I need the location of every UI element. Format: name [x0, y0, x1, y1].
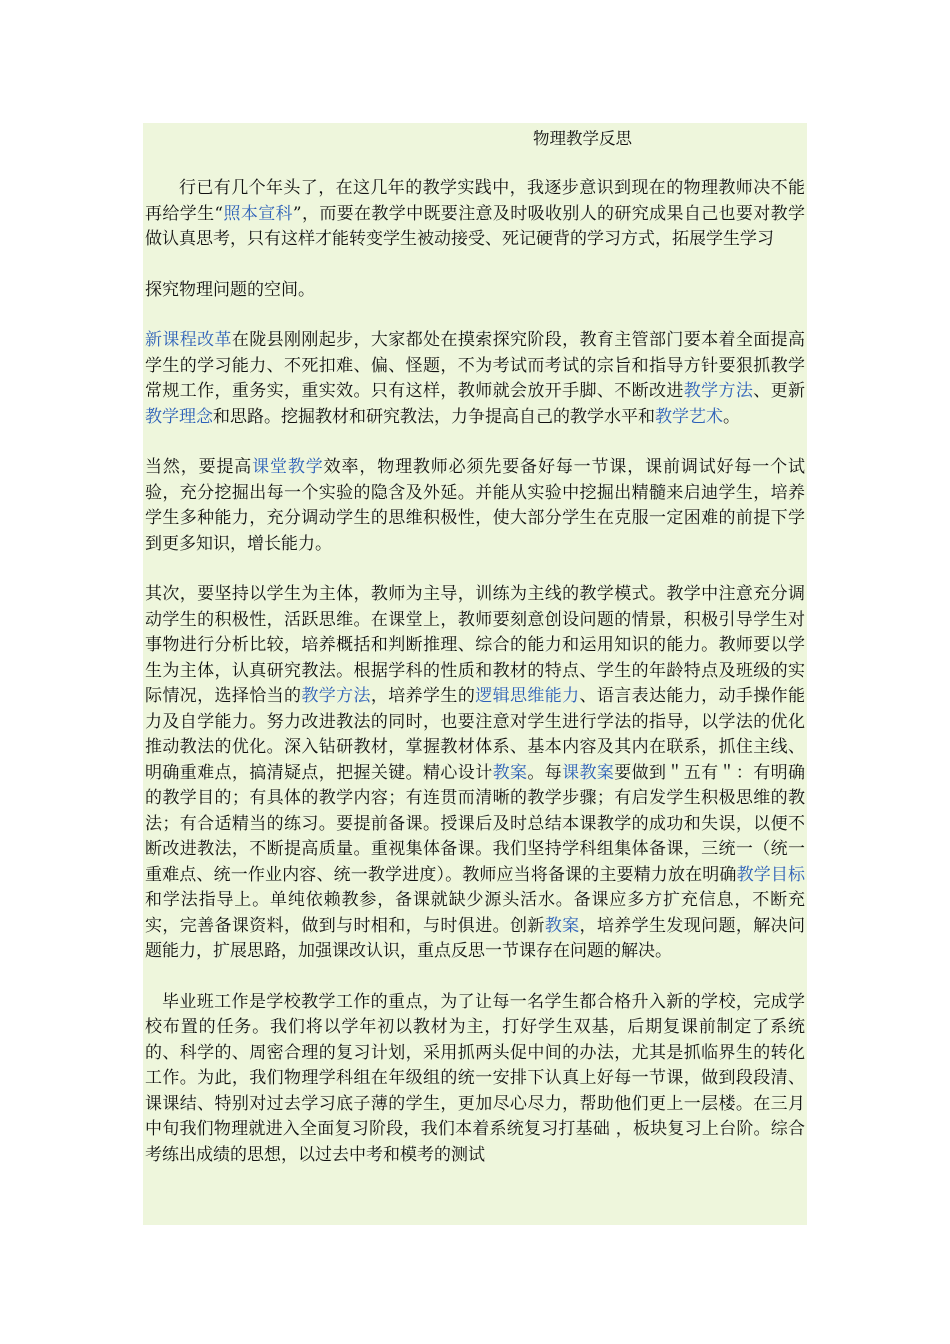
paragraph-5-text-d: 。每: [527, 762, 563, 783]
link-zhaobenxuanke[interactable]: 照本宣科: [223, 203, 293, 224]
link-classroom-teaching[interactable]: 课堂教学: [252, 457, 324, 477]
link-teaching-concept[interactable]: 教学理念: [145, 406, 213, 427]
paragraph-1-text-b: ”，而要在教学中既要注意及时吸收别人的研究成果自己也要对教学做认真思考，只有这样才能转变学生被动接受、死记硬背的学习方式，拓展学生学习: [145, 203, 805, 249]
paragraph-6: 毕业班工作是学校教学工作的重点，为了让每一名学生都合格升入新的学校，完成学校布置的任务。我们将以学年初以教材为主，打好学生双基，后期复课前制定了系统的、科学的、周密合理的复习计划，采用抓两头促中间的办法，尤其是抓临界生的转化工作。为此，我们物理学科组在年级组的统一安排下认真上好每一节课，做到段段清、课课结、特别对过去学习底子薄的学生，更加尽心尽力，帮助他们更上一层楼。在三月中旬我们物理就进入全面复习阶段，我们本着系统复习打基础 ，板块复习上台阶。综合考练出成绩的思想，以过去中考和模考的测试: [145, 991, 805, 1165]
paragraph-5: [145, 582, 805, 965]
page-title: 物理教学反思: [533, 129, 632, 148]
paragraph-5-text-c: 、语言表达能力，动手操作能力及自学能力。努力改进教法的同时，也要注意对学生进行学法的指导，以学法的优化推动教法的优化。深入钻研教材，掌握教材体系、基本内容及其内在联系，抓住主线、明确重难点，搞清疑点，把握关键。精心设计: [145, 686, 806, 783]
paragraph-2: 探究物理问题的空间。: [145, 279, 315, 300]
paragraph-5-text-g: ，培养学生发现问题，解决问题能力，扩展思路，加强课改认识，重点反思一节课存在问题的解决。: [145, 915, 806, 961]
paragraph-4: [145, 455, 805, 557]
paragraph-3-text-b: 、更新: [753, 381, 806, 401]
paragraph-3-text-d: 。: [723, 406, 740, 427]
link-class-lesson-plan[interactable]: 课教案: [562, 762, 615, 783]
link-teaching-art[interactable]: 教学艺术: [655, 406, 723, 427]
paragraph-4-text-b: 效率，物理教师必须先要备好每一节课，课前调试好每一个试验，充分挖掘出每一个实验的隐含及外延。并能从实验中挖掘出精髓来启迪学生，培养学生多种能力，充分调动学生的思维积极性，使大部分学生在克服一定困难的前提下学到更多知识，增长能力。: [145, 457, 806, 554]
paragraph-5-text-e: 要做到＂五有＂：有明确的教学目的；有具体的教学内容；有连贯而清晰的教学步骤；有启发学生积极思维的教法；有合适精当的练习。要提前备课。授课后及时总结本课教学的成功和失误，以便不断改进教法，不断提高质量。重视集体备课。我们坚持学科组集体备课，三统一（统一重难点、统一作业内容、统一教学进度）。教师应当将备课的主要精力放在明确: [145, 762, 806, 885]
paragraph-5-text-a: 其次，要坚持以学生为主体，教师为主导，训练为主线的教学模式。教学中注意充分调动学生的积极性，活跃思维。在课堂上，教师要刻意创设问题的情景，积极引导学生对事物进行分析比较，培养概括和判断推理、综合的能力和运用知识的能力。教师要以学生为主体，认真研究教法。根据学科的性质和教材的特点、学生的年龄特点及班级的实际情况，选择恰当的: [145, 584, 805, 706]
paragraph-1: [145, 176, 805, 253]
paragraph-3: [145, 328, 805, 430]
paragraph-3-text-c: 和思路。挖掘教材和研究教法，力争提高自己的教学水平和: [213, 406, 655, 427]
document-page: [143, 123, 807, 1225]
paragraph-5-text-b: ，培养学生的: [370, 686, 476, 706]
link-teaching-method[interactable]: 教学方法: [683, 381, 754, 401]
paragraph-3-text-a: 在陇县刚刚起步，大家都处在摸索探究阶段，教育主管部门要本着全面提高学生的学习能力、不死扣难、偏、怪题，不为考试而考试的宗旨和指导方针要狠抓教学常规工作，重务实，重实效。只有这样，教师就会放开手脚、不断改进: [145, 330, 806, 401]
paragraph-1-text-a: 行已有几个年头了，在这几年的教学实践中，我逐步意识到现在的物理教师决不能再给学生“: [145, 178, 805, 224]
paragraph-5-text-f: 和学法指导上。单纯依赖教参，备课就缺少源头活水。备课应多方扩充信息，不断充实，完善备课资料，做到与时相和，与时俱进。创新: [145, 890, 805, 936]
link-new-curriculum-reform[interactable]: 新课程改革: [145, 330, 232, 350]
link-teaching-goal[interactable]: 教学目标: [736, 864, 806, 885]
link-lesson-plan-2[interactable]: 教案: [544, 915, 580, 936]
paragraph-4-text-a: 当然，要提高: [145, 457, 253, 477]
link-logical-thinking[interactable]: 逻辑思维能力: [475, 686, 580, 706]
document-body: [143, 127, 807, 1168]
link-teaching-method-2[interactable]: 教学方法: [301, 686, 371, 706]
link-lesson-plan[interactable]: 教案: [492, 762, 528, 783]
